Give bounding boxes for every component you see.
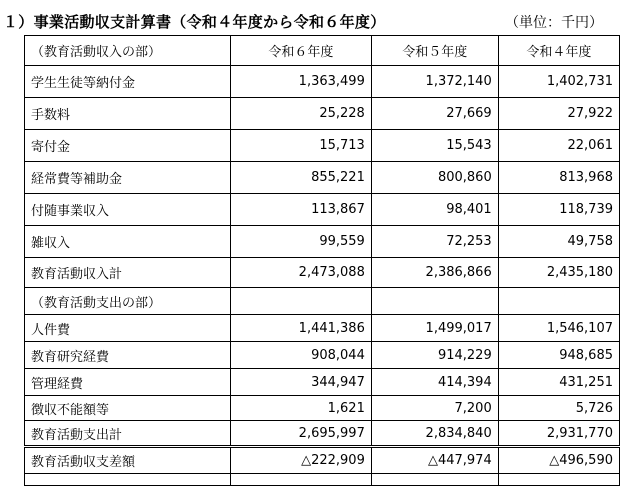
row-label: 教育活動収支差額 [25, 447, 231, 474]
empty-cell [230, 474, 371, 486]
table-row [25, 66, 620, 98]
row-label: 教育活動支出計 [25, 421, 231, 447]
income-header-row [25, 36, 620, 66]
value-r5: 72,253 [371, 226, 498, 258]
value-r6: 113,867 [230, 194, 371, 226]
table-row [25, 98, 620, 130]
value-r6: 1,363,499 [230, 66, 371, 98]
value-r4: 2,435,180 [498, 258, 619, 288]
empty-cell [371, 474, 498, 486]
value-r6: 2,695,997 [230, 421, 371, 447]
table-row [25, 130, 620, 162]
value-r4: 1,546,107 [498, 315, 619, 342]
empty-cell [498, 288, 619, 315]
document-title: １）事業活動収支計算書（令和４年度から令和６年度） [3, 13, 386, 31]
row-label: 寄付金 [25, 130, 231, 162]
row-label: 教育活動収入計 [25, 258, 231, 288]
value-r5: 2,386,866 [371, 258, 498, 288]
row-label: 経常費等補助金 [25, 162, 231, 194]
expense-section-header: （教育活動支出の部） [25, 288, 231, 315]
table-row [25, 342, 620, 369]
value-r5: 2,834,840 [371, 421, 498, 447]
value-r6: 25,228 [230, 98, 371, 130]
row-label: 学生生徒等納付金 [25, 66, 231, 98]
value-r4: 1,402,731 [498, 66, 619, 98]
column-header-r6: 令和６年度 [230, 36, 371, 66]
row-label: 徴収不能額等 [25, 396, 231, 421]
value-r6: 908,044 [230, 342, 371, 369]
expense-header-row [25, 288, 620, 315]
value-r5: 98,401 [371, 194, 498, 226]
value-r4: 22,061 [498, 130, 619, 162]
table-row [25, 194, 620, 226]
row-label: 教育研究経費 [25, 342, 231, 369]
value-r4: 5,726 [498, 396, 619, 421]
value-r4: 27,922 [498, 98, 619, 130]
column-header-r4: 令和４年度 [498, 36, 619, 66]
value-r4: △496,590 [498, 447, 619, 474]
value-r5: 1,372,140 [371, 66, 498, 98]
value-r6: 344,947 [230, 369, 371, 396]
table-row [25, 315, 620, 342]
income-total-row [25, 258, 620, 288]
value-r4: 2,931,770 [498, 421, 619, 447]
value-r4: 431,251 [498, 369, 619, 396]
value-r5: △447,974 [371, 447, 498, 474]
expense-total-row [25, 421, 620, 447]
value-r5: 15,543 [371, 130, 498, 162]
value-r4: 813,968 [498, 162, 619, 194]
value-r6: 855,221 [230, 162, 371, 194]
next-row-partial [25, 474, 620, 486]
table-row [25, 226, 620, 258]
value-r5: 7,200 [371, 396, 498, 421]
value-r6: 99,559 [230, 226, 371, 258]
empty-cell [371, 288, 498, 315]
income-expenditure-table [24, 35, 620, 486]
value-r6: 1,441,386 [230, 315, 371, 342]
row-label: 雑収入 [25, 226, 231, 258]
table-row [25, 396, 620, 421]
empty-cell [230, 288, 371, 315]
income-section-header: （教育活動収入の部） [25, 36, 231, 66]
unit-label: （単位：千円） [505, 15, 603, 31]
table-row [25, 162, 620, 194]
value-r6: 2,473,088 [230, 258, 371, 288]
value-r4: 118,739 [498, 194, 619, 226]
value-r4: 49,758 [498, 226, 619, 258]
row-label: 手数料 [25, 98, 231, 130]
balance-row [25, 447, 620, 474]
value-r4: 948,685 [498, 342, 619, 369]
value-r6: 15,713 [230, 130, 371, 162]
row-label: 人件費 [25, 315, 231, 342]
value-r5: 27,669 [371, 98, 498, 130]
value-r5: 414,394 [371, 369, 498, 396]
table-row [25, 369, 620, 396]
value-r6: △222,909 [230, 447, 371, 474]
row-label: 付随事業収入 [25, 194, 231, 226]
value-r5: 914,229 [371, 342, 498, 369]
value-r5: 800,860 [371, 162, 498, 194]
value-r5: 1,499,017 [371, 315, 498, 342]
column-header-r5: 令和５年度 [371, 36, 498, 66]
row-label: 管理経費 [25, 369, 231, 396]
value-r6: 1,621 [230, 396, 371, 421]
empty-cell [25, 474, 231, 486]
empty-cell [498, 474, 619, 486]
